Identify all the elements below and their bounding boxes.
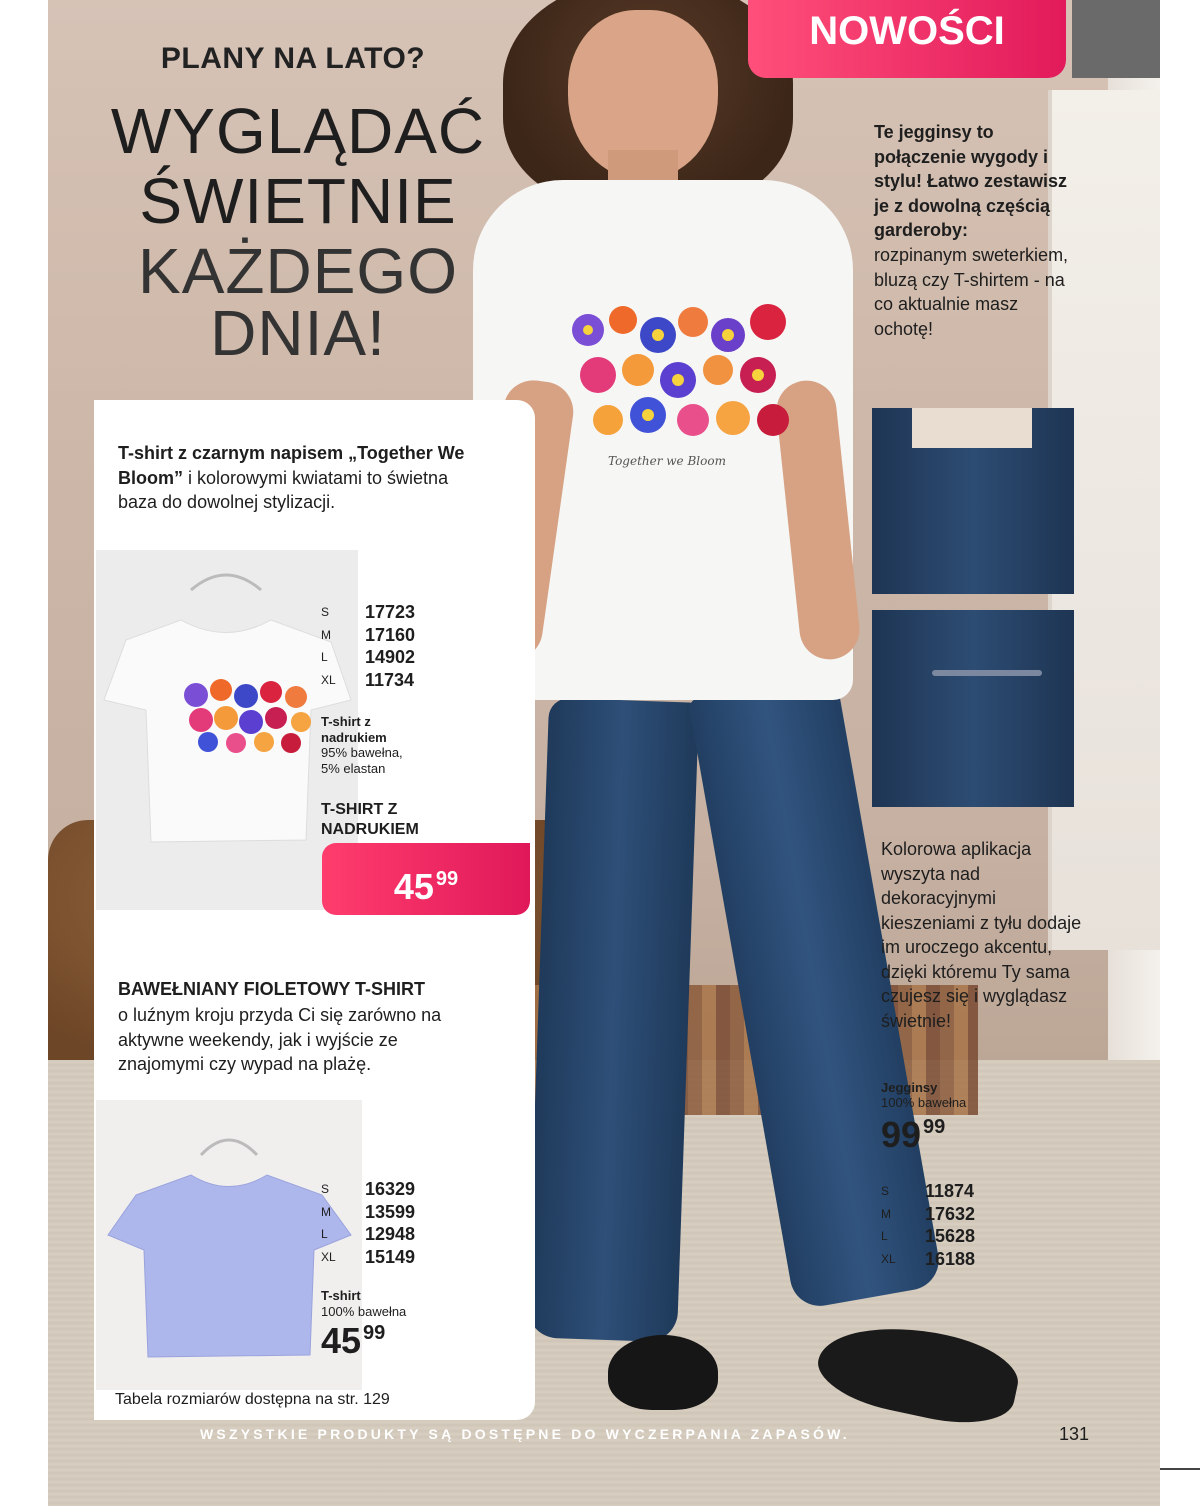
- purple-tshirt-description: o luźnym kroju przyda Ci się zarówno na aktywne weekendy, jak i wyjście ze znajomymi czy wypad na plażę.: [118, 1005, 442, 1074]
- headline-line-1: WYGLĄDAĆ: [110, 95, 486, 167]
- printed-tshirt-info: [321, 714, 411, 776]
- catalog-page: [48, 0, 1160, 1506]
- jeggings-description: Kolorowa aplikacja wyszyta nad dekoracyjnymi kieszeniami z tyłu dodaje im uroczego akcentu, dzięki któremu Ty sama czujesz się i wyglądasz świetnie!: [881, 839, 1082, 1031]
- purple-tshirt-price-main: 45: [321, 1320, 362, 1361]
- print-text: Together we Bloom: [608, 454, 726, 468]
- jeggings-intro-regular: rozpinanym sweterkiem, bluzą czy T-shirtem - na co aktualnie masz ochotę!: [874, 244, 1069, 339]
- jeggings-intro: [874, 120, 1074, 341]
- printed-tshirt-description: T-shirt z czarnym napisem „Together We Bloom” i kolorowymi kwiatami to świetna baza do dowolnej stylizacji.: [118, 443, 465, 512]
- purple-tshirt-info-material: 100% bawełna: [321, 1303, 407, 1319]
- purple-tshirt-title: BAWEŁNIANY FIOLETOWY T-SHIRT: [118, 979, 426, 999]
- size-row: M 17160: [321, 624, 416, 645]
- size-row: XL 15149: [321, 1246, 416, 1267]
- size-row: M 17632: [881, 1203, 976, 1224]
- size-row: XL 11734: [321, 669, 415, 690]
- pocket-applique: [932, 670, 1042, 676]
- jeggings-price-main: 99: [881, 1114, 922, 1155]
- jeggings-detail-photo-2: [872, 610, 1074, 807]
- new-badge: NOWOŚCI: [748, 0, 1066, 78]
- headline-line-4: DNIA!: [210, 297, 386, 369]
- purple-tshirt-price: [321, 1320, 385, 1362]
- size-row: S 17723: [321, 602, 416, 622]
- printed-tshirt-info-name: T-shirt z nadrukiem: [321, 714, 387, 745]
- size-row: L 12948: [321, 1224, 416, 1244]
- headline-line-2: ŚWIETNIE: [139, 165, 457, 237]
- model-shoe-left: [608, 1335, 718, 1410]
- jeggings-price: [881, 1114, 945, 1156]
- model-jeans-left: [527, 698, 699, 1343]
- headline-line-3: KAŻDEGO: [138, 235, 458, 307]
- printed-tshirt-info-material: 95% bawełna, 5% elastan: [321, 745, 403, 776]
- printed-tshirt-price-tag: [322, 843, 530, 915]
- page-edge-mark: [1160, 1468, 1200, 1470]
- size-row: L 15628: [881, 1226, 976, 1246]
- printed-tshirt-size-table: [321, 601, 415, 691]
- purple-tshirt-size-table: [321, 1178, 415, 1268]
- jeggings-size-table: [881, 1180, 975, 1270]
- size-row: M 13599: [321, 1201, 416, 1222]
- purple-tshirt-info-name: T-shirt: [321, 1288, 361, 1303]
- printed-tshirt-photo: [96, 550, 358, 910]
- jeggings-detail-photo-1: [872, 408, 1074, 594]
- flower-print-illustration: [568, 300, 808, 470]
- purple-tshirt-info: [321, 1288, 406, 1319]
- printed-tshirt-price-cents: 99: [435, 868, 459, 890]
- stock-disclaimer: WSZYSTKIE PRODUKTY SĄ DOSTĘPNE DO WYCZERPANIA ZAPASÓW.: [200, 1426, 850, 1442]
- size-row: S 16329: [321, 1179, 416, 1199]
- size-row: S 11874: [881, 1181, 975, 1201]
- jeggings-material: 100% bawełna: [881, 1095, 967, 1110]
- jeggings-name: Jegginsy: [881, 1080, 938, 1095]
- size-chart-note: Tabela rozmiarów dostępna na str. 129: [115, 1391, 390, 1408]
- printed-tshirt-price-main: 45: [393, 866, 434, 907]
- page-number: 131: [1059, 1424, 1090, 1444]
- size-row: XL 16188: [881, 1248, 976, 1269]
- size-row: L 14902: [321, 647, 416, 667]
- jeggings-price-cents: 99: [923, 1116, 946, 1138]
- purple-tshirt-price-cents: 99: [363, 1322, 386, 1344]
- headline-kicker: PLANY NA LATO?: [160, 42, 426, 75]
- printed-tshirt-title: T-SHIRT Z NADRUKIEM: [321, 801, 419, 838]
- jeggings-intro-bold: Te jegginsy to połączenie wygody i stylu! Łatwo zestawisz je z dowolną częścią garderoby:: [874, 122, 1068, 241]
- printed-tshirt-illustration: [96, 550, 358, 910]
- corner-tab: [1072, 0, 1160, 78]
- jeggings-info: [881, 1080, 966, 1110]
